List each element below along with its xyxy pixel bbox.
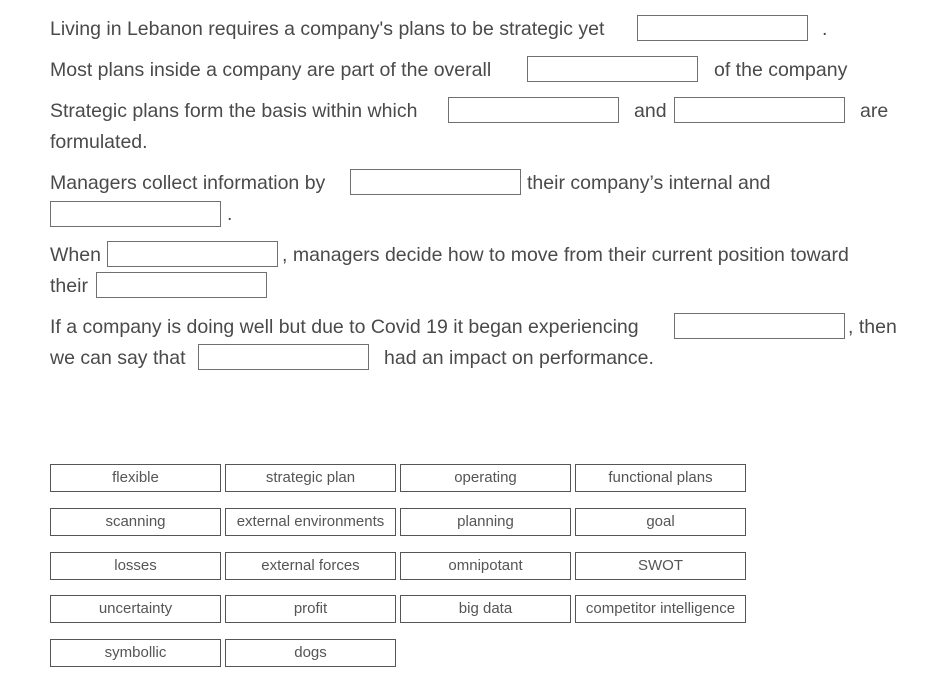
q6-then: , then: [848, 316, 897, 338]
q6-line2: we can say that: [50, 347, 186, 369]
q3-and: and: [634, 100, 667, 122]
word-chip[interactable]: external environments: [225, 508, 396, 536]
word-chip[interactable]: flexible: [50, 464, 221, 492]
q3-are: are: [860, 100, 889, 122]
q2-blank[interactable]: [527, 56, 698, 82]
q5-text: When: [50, 244, 101, 266]
q5-blank-2[interactable]: [96, 272, 267, 298]
word-chip[interactable]: big data: [400, 595, 571, 623]
q3-text: Strategic plans form the basis within which: [50, 100, 418, 122]
word-chip[interactable]: dogs: [225, 639, 396, 667]
word-chip[interactable]: competitor intelligence: [575, 595, 746, 623]
q4-after: their company’s internal and: [527, 172, 771, 194]
q2-end: of the company: [714, 59, 848, 81]
q6-line2-end: had an impact on performance.: [384, 347, 654, 369]
word-chip[interactable]: strategic plan: [225, 464, 396, 492]
q1-text: Living in Lebanon requires a company's plans to be strategic yet: [50, 18, 605, 40]
word-chip[interactable]: operating: [400, 464, 571, 492]
word-chip[interactable]: SWOT: [575, 552, 746, 580]
word-chip[interactable]: external forces: [225, 552, 396, 580]
word-chip[interactable]: planning: [400, 508, 571, 536]
q5-after: , managers decide how to move from their current position toward: [282, 244, 849, 266]
word-chip[interactable]: omnipotant: [400, 552, 571, 580]
q4-end: .: [227, 203, 233, 225]
word-chip[interactable]: losses: [50, 552, 221, 580]
q3-line2: formulated.: [50, 131, 148, 153]
q1-blank[interactable]: [637, 15, 808, 41]
q3-blank-2[interactable]: [674, 97, 845, 123]
q6-blank-1[interactable]: [674, 313, 845, 339]
word-chip[interactable]: functional plans: [575, 464, 746, 492]
q2-text: Most plans inside a company are part of the overall: [50, 59, 492, 81]
q6-text: If a company is doing well but due to Covid 19 it began experiencing: [50, 316, 639, 338]
q4-text: Managers collect information by: [50, 172, 326, 194]
word-chip[interactable]: goal: [575, 508, 746, 536]
word-chip[interactable]: scanning: [50, 508, 221, 536]
q5-line2: their: [50, 275, 88, 297]
q5-blank-1[interactable]: [107, 241, 278, 267]
q4-blank-2[interactable]: [50, 201, 221, 227]
q1-end: .: [822, 18, 828, 40]
word-chip[interactable]: symbollic: [50, 639, 221, 667]
q3-blank-1[interactable]: [448, 97, 619, 123]
q4-blank-1[interactable]: [350, 169, 521, 195]
q6-blank-2[interactable]: [198, 344, 369, 370]
word-chip[interactable]: profit: [225, 595, 396, 623]
word-chip[interactable]: uncertainty: [50, 595, 221, 623]
